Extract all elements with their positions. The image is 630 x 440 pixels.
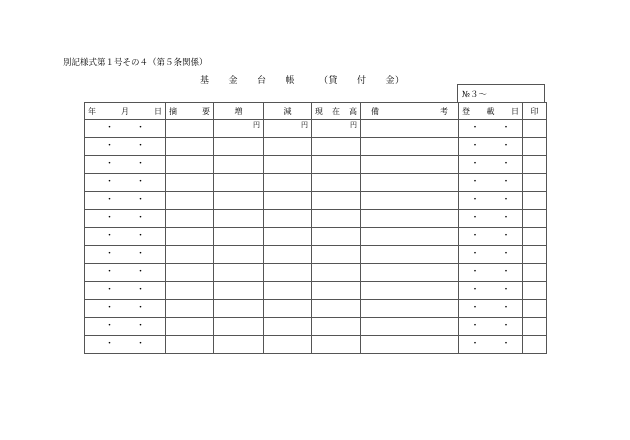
number-box: №３〜 [457, 84, 545, 102]
ledger-body [85, 120, 547, 354]
table-cell[interactable] [264, 246, 312, 264]
table-cell[interactable] [523, 300, 547, 318]
table-row [85, 246, 547, 264]
table-cell[interactable] [166, 174, 214, 192]
date-dot: ・ [501, 195, 511, 205]
date-dot: ・ [501, 159, 511, 169]
date-separators [459, 336, 522, 349]
table-cell[interactable] [523, 210, 547, 228]
table-row [85, 300, 547, 318]
table-cell[interactable] [312, 156, 361, 174]
date-dot: ・ [104, 213, 114, 223]
registration-date-cell[interactable] [459, 264, 523, 282]
col-balance: 現 在 高 [312, 103, 361, 120]
date-dot: ・ [136, 159, 146, 169]
date-dot: ・ [136, 141, 146, 151]
date-dot: ・ [501, 231, 511, 241]
table-cell[interactable] [361, 300, 459, 318]
date-dot: ・ [136, 231, 146, 241]
date-dot: ・ [136, 195, 146, 205]
date-separators [459, 282, 522, 295]
table-cell[interactable] [214, 210, 264, 228]
date-cell[interactable] [85, 264, 166, 282]
date-dot: ・ [104, 321, 114, 331]
table-cell[interactable] [214, 228, 264, 246]
table-row [85, 228, 547, 246]
table-cell[interactable] [214, 282, 264, 300]
date-cell[interactable] [85, 192, 166, 210]
registration-date-cell[interactable] [459, 282, 523, 300]
date-dot: ・ [104, 123, 114, 133]
table-cell[interactable] [523, 264, 547, 282]
date-dot: ・ [501, 141, 511, 151]
table-row [85, 318, 547, 336]
date-dot: ・ [136, 213, 146, 223]
date-dot: ・ [136, 285, 146, 295]
decrease-cell[interactable] [264, 120, 312, 138]
table-cell[interactable] [166, 246, 214, 264]
table-row [85, 156, 547, 174]
table-cell[interactable] [361, 228, 459, 246]
table-cell[interactable] [312, 318, 361, 336]
table-cell[interactable] [523, 318, 547, 336]
table-cell[interactable] [264, 228, 312, 246]
table-cell[interactable] [214, 264, 264, 282]
table-cell[interactable] [312, 138, 361, 156]
table-cell[interactable] [264, 210, 312, 228]
date-cell[interactable] [85, 282, 166, 300]
date-separators [459, 264, 522, 277]
date-dot: ・ [104, 159, 114, 169]
date-dot: ・ [136, 267, 146, 277]
date-dot: ・ [136, 303, 146, 313]
date-dot: ・ [501, 123, 511, 133]
date-cell[interactable] [85, 300, 166, 318]
date-dot: ・ [470, 231, 480, 241]
registration-date-cell[interactable] [459, 138, 523, 156]
date-dot: ・ [470, 303, 480, 313]
date-dot: ・ [501, 177, 511, 187]
col-date: 年 月 日 [85, 103, 166, 120]
table-row [85, 174, 547, 192]
table-cell[interactable] [264, 174, 312, 192]
table-cell[interactable] [361, 138, 459, 156]
date-dot: ・ [136, 177, 146, 187]
date-dot: ・ [501, 321, 511, 331]
registration-date-cell[interactable] [459, 192, 523, 210]
registration-date-cell[interactable] [459, 300, 523, 318]
date-dot: ・ [470, 141, 480, 151]
date-dot: ・ [501, 267, 511, 277]
table-cell[interactable] [264, 156, 312, 174]
table-cell[interactable] [264, 336, 312, 354]
col-summary: 摘 要 [166, 103, 214, 120]
table-cell[interactable] [361, 318, 459, 336]
date-dot: ・ [470, 195, 480, 205]
table-cell[interactable] [361, 156, 459, 174]
registration-date-cell[interactable] [459, 174, 523, 192]
col-remarks: 備 考 [361, 103, 459, 120]
date-dot: ・ [470, 177, 480, 187]
date-cell[interactable] [85, 174, 166, 192]
table-cell[interactable] [523, 120, 547, 138]
date-separators [85, 174, 165, 187]
table-row [85, 282, 547, 300]
date-dot: ・ [501, 285, 511, 295]
date-dot: ・ [104, 231, 114, 241]
date-separators [85, 138, 165, 151]
date-dot: ・ [104, 195, 114, 205]
table-cell[interactable] [264, 318, 312, 336]
date-dot: ・ [470, 285, 480, 295]
table-cell[interactable] [166, 318, 214, 336]
table-cell[interactable] [312, 336, 361, 354]
table-cell[interactable] [214, 138, 264, 156]
date-separators [85, 336, 165, 349]
date-dot: ・ [470, 123, 480, 133]
table-cell[interactable] [166, 156, 214, 174]
table-cell[interactable] [166, 138, 214, 156]
table-cell[interactable] [361, 336, 459, 354]
ledger-title: 基 金 台 帳 （貸 付 金） [200, 76, 405, 86]
col-increase: 増 [214, 103, 264, 120]
form-note: 別記様式第１号その４（第５条関係） [63, 58, 208, 68]
table-cell[interactable] [361, 210, 459, 228]
date-separators [459, 138, 522, 151]
registration-date-cell[interactable] [459, 336, 523, 354]
date-cell[interactable] [85, 318, 166, 336]
table-cell[interactable] [523, 174, 547, 192]
date-separators [85, 264, 165, 277]
registration-date-cell[interactable] [459, 156, 523, 174]
table-cell[interactable] [166, 120, 214, 138]
table-cell[interactable] [264, 192, 312, 210]
date-dot: ・ [470, 249, 480, 259]
date-dot: ・ [501, 303, 511, 313]
date-dot: ・ [136, 123, 146, 133]
table-cell[interactable] [264, 138, 312, 156]
table-row [85, 120, 547, 138]
table-cell[interactable] [523, 192, 547, 210]
date-separators [459, 174, 522, 187]
table-cell[interactable] [523, 282, 547, 300]
date-dot: ・ [136, 321, 146, 331]
table-cell[interactable] [214, 156, 264, 174]
registration-date-cell[interactable] [459, 120, 523, 138]
date-separators [459, 300, 522, 313]
date-separators [85, 300, 165, 313]
table-cell[interactable] [214, 246, 264, 264]
date-cell[interactable] [85, 138, 166, 156]
date-separators [459, 192, 522, 205]
date-separators [459, 120, 522, 133]
table-cell[interactable] [312, 174, 361, 192]
date-dot: ・ [470, 267, 480, 277]
date-dot: ・ [104, 177, 114, 187]
table-cell[interactable] [361, 174, 459, 192]
table-cell[interactable] [523, 138, 547, 156]
table-cell[interactable] [214, 300, 264, 318]
yen-unit: 円 [253, 121, 260, 129]
table-cell[interactable] [166, 264, 214, 282]
date-separators [459, 210, 522, 223]
table-cell[interactable] [214, 318, 264, 336]
date-separators [459, 246, 522, 259]
date-cell[interactable] [85, 156, 166, 174]
table-cell[interactable] [523, 246, 547, 264]
col-decrease: 減 [264, 103, 312, 120]
table-cell[interactable] [214, 336, 264, 354]
date-dot: ・ [470, 339, 480, 349]
date-separators [85, 120, 165, 133]
table-cell[interactable] [166, 192, 214, 210]
date-dot: ・ [104, 249, 114, 259]
table-row [85, 210, 547, 228]
table-cell[interactable] [264, 300, 312, 318]
table-cell[interactable] [312, 264, 361, 282]
registration-date-cell[interactable] [459, 210, 523, 228]
date-separators [85, 156, 165, 169]
date-separators [85, 246, 165, 259]
col-seal: 印 [523, 103, 547, 120]
date-dot: ・ [501, 213, 511, 223]
table-cell[interactable] [166, 300, 214, 318]
table-cell[interactable] [312, 300, 361, 318]
table-cell[interactable] [264, 264, 312, 282]
date-dot: ・ [104, 285, 114, 295]
table-cell[interactable] [166, 228, 214, 246]
registration-date-cell[interactable] [459, 318, 523, 336]
table-cell[interactable] [214, 192, 264, 210]
date-cell[interactable] [85, 210, 166, 228]
table-cell[interactable] [361, 192, 459, 210]
date-dot: ・ [104, 303, 114, 313]
date-cell[interactable] [85, 228, 166, 246]
date-dot: ・ [136, 249, 146, 259]
table-cell[interactable] [312, 210, 361, 228]
table-cell[interactable] [361, 282, 459, 300]
table-cell[interactable] [312, 192, 361, 210]
registration-date-cell[interactable] [459, 228, 523, 246]
table-cell[interactable] [166, 336, 214, 354]
table-row [85, 192, 547, 210]
date-dot: ・ [136, 339, 146, 349]
table-cell[interactable] [523, 156, 547, 174]
date-dot: ・ [470, 321, 480, 331]
date-separators [85, 282, 165, 295]
table-cell[interactable] [523, 228, 547, 246]
table-cell[interactable] [264, 282, 312, 300]
date-dot: ・ [470, 159, 480, 169]
date-dot: ・ [501, 339, 511, 349]
date-separators [85, 228, 165, 241]
date-cell[interactable] [85, 120, 166, 138]
yen-unit: 円 [350, 121, 357, 129]
table-cell[interactable] [361, 120, 459, 138]
date-separators [85, 318, 165, 331]
date-separators [85, 192, 165, 205]
date-separators [459, 318, 522, 331]
date-separators [459, 156, 522, 169]
increase-cell[interactable] [214, 120, 264, 138]
table-row [85, 264, 547, 282]
date-cell[interactable] [85, 246, 166, 264]
date-dot: ・ [104, 339, 114, 349]
registration-date-cell[interactable] [459, 246, 523, 264]
balance-cell[interactable] [312, 120, 361, 138]
date-separators [459, 228, 522, 241]
col-registration-date: 登 載 日 [459, 103, 523, 120]
table-cell[interactable] [361, 246, 459, 264]
date-dot: ・ [470, 213, 480, 223]
table-row [85, 138, 547, 156]
table-cell[interactable] [312, 246, 361, 264]
date-cell[interactable] [85, 336, 166, 354]
table-cell[interactable] [312, 282, 361, 300]
table-cell[interactable] [312, 228, 361, 246]
date-dot: ・ [501, 249, 511, 259]
header-row [85, 103, 547, 120]
table-cell[interactable] [214, 174, 264, 192]
yen-unit: 円 [301, 121, 308, 129]
table-cell[interactable] [166, 210, 214, 228]
date-dot: ・ [104, 267, 114, 277]
table-row [85, 336, 547, 354]
table-cell[interactable] [166, 282, 214, 300]
table-cell[interactable] [361, 264, 459, 282]
ledger-table [84, 102, 547, 354]
table-cell[interactable] [523, 336, 547, 354]
date-dot: ・ [104, 141, 114, 151]
date-separators [85, 210, 165, 223]
